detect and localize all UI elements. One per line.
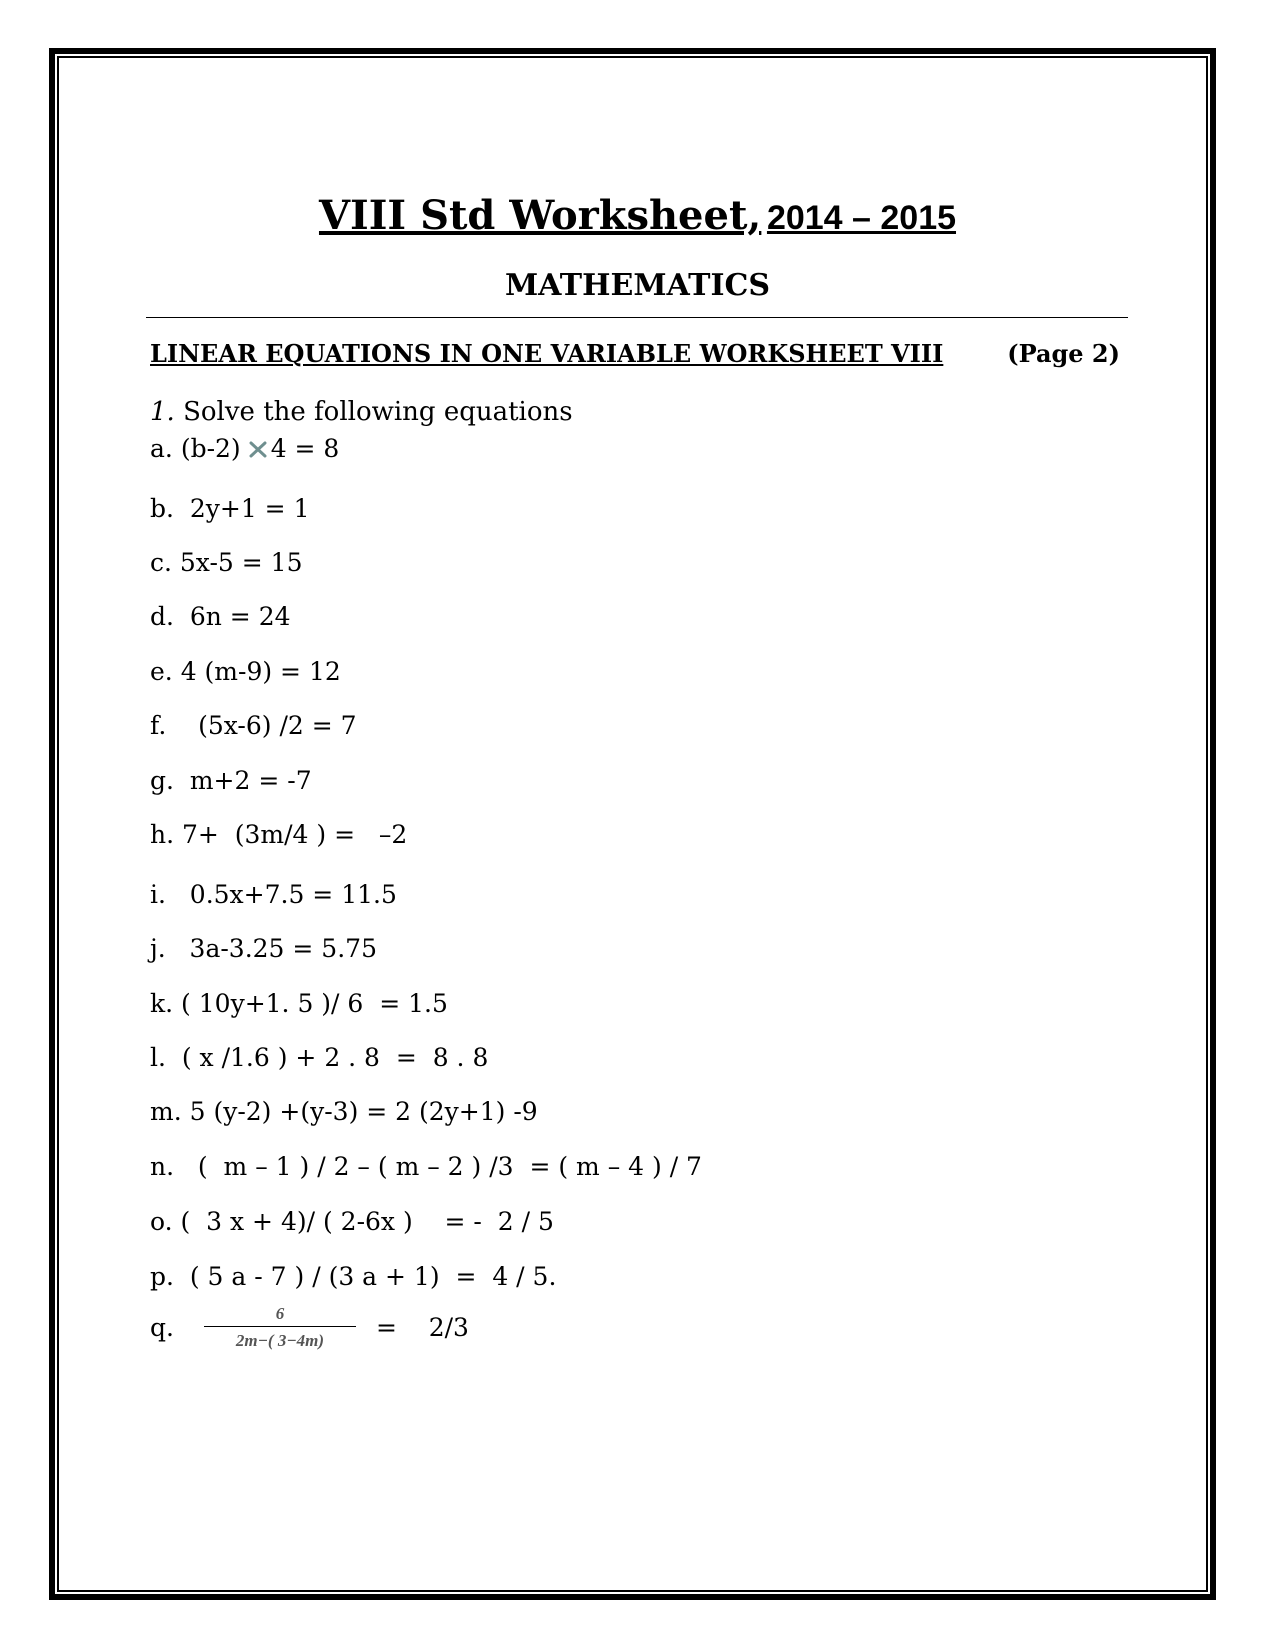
question-label: j. (150, 934, 166, 963)
question-l (150, 1043, 488, 1072)
fraction-numerator: 6 (275, 1304, 285, 1323)
question-n (150, 1152, 702, 1181)
question-text: (5x-6) /2 = 7 (166, 711, 357, 740)
question-label: i. (150, 880, 166, 909)
question-d (150, 602, 291, 631)
question-text: 3a-3.25 = 5.75 (165, 934, 377, 963)
question-text: ( 10y+1. 5 )/ 6 = 1.5 (173, 989, 448, 1018)
question-label: a. (150, 434, 173, 463)
question-text: 7+ (3m/4 ) = –2 (174, 820, 408, 849)
subject-heading: MATHEMATICS (504, 268, 771, 303)
worksheet-title (0, 192, 1275, 239)
question-a (150, 434, 339, 463)
question-k (150, 989, 448, 1018)
question-c (150, 548, 302, 577)
question-text: 5x-5 = 15 (171, 548, 303, 577)
question-i (150, 880, 397, 909)
question-o (150, 1207, 554, 1236)
question-b (150, 494, 309, 523)
question-g (150, 766, 312, 795)
question-label: h. (150, 820, 175, 849)
question-j (150, 934, 377, 963)
title-year: 2014 – 2015 (766, 199, 957, 237)
question-label: b. (150, 494, 174, 523)
question-text: 4 (m-9) = 12 (172, 657, 341, 686)
question-label: n. (150, 1152, 175, 1181)
question-text: ( 5 a - 7 ) / (3 a + 1) = 4 / 5. (173, 1262, 557, 1291)
question-h (150, 820, 407, 849)
question-label: e. (150, 657, 173, 686)
question-text: 6n = 24 (173, 602, 291, 631)
question-label: c. (150, 548, 172, 577)
instruction (150, 397, 573, 427)
question-label: d. (150, 602, 174, 631)
multiply-icon (247, 438, 269, 460)
question-text: = 2/3 (375, 1313, 469, 1342)
title-text: VIII Std Worksheet, (318, 192, 762, 239)
question-label: q. (150, 1313, 174, 1342)
question-text: 0.5x+7.5 = 11.5 (165, 880, 397, 909)
question-label: k. (150, 989, 174, 1018)
question-text: ( 3 x + 4)/ ( 2-6x ) = - 2 / 5 (172, 1207, 554, 1236)
divider (146, 317, 1128, 318)
question-text: 4 = 8 (270, 434, 340, 463)
instruction-number: 1. (150, 397, 175, 427)
fraction-denominator: 2m−( 3−4m) (235, 1331, 325, 1350)
question-label: p. (150, 1262, 174, 1291)
question-f (150, 711, 357, 740)
page-reference: (Page 2) (1007, 339, 1120, 368)
instruction-text: Solve the following equations (183, 397, 573, 427)
question-text: (b-2) (180, 434, 241, 463)
fraction (204, 1304, 356, 1351)
question-label: l. (150, 1043, 166, 1072)
question-label: o. (150, 1207, 173, 1236)
question-label: g. (150, 766, 174, 795)
question-text: ( x /1.6 ) + 2 . 8 = 8 . 8 (165, 1043, 489, 1072)
question-label: m. (150, 1097, 182, 1126)
topic-text: LINEAR EQUATIONS IN ONE VARIABLE WORKSHEET VIII (150, 339, 944, 368)
question-label: f. (150, 711, 167, 740)
question-p (150, 1262, 556, 1291)
question-text: ( m – 1 ) / 2 – ( m – 2 ) /3 = ( m – 4 ) / 7 (174, 1152, 702, 1181)
question-e (150, 657, 341, 686)
topic-heading (150, 339, 1120, 368)
question-text: 2y+1 = 1 (173, 494, 310, 523)
question-text: 5 (y-2) +(y-3) = 2 (2y+1) -9 (181, 1097, 538, 1126)
question-q (150, 1304, 469, 1351)
question-text: m+2 = -7 (173, 766, 312, 795)
question-m (150, 1097, 538, 1126)
